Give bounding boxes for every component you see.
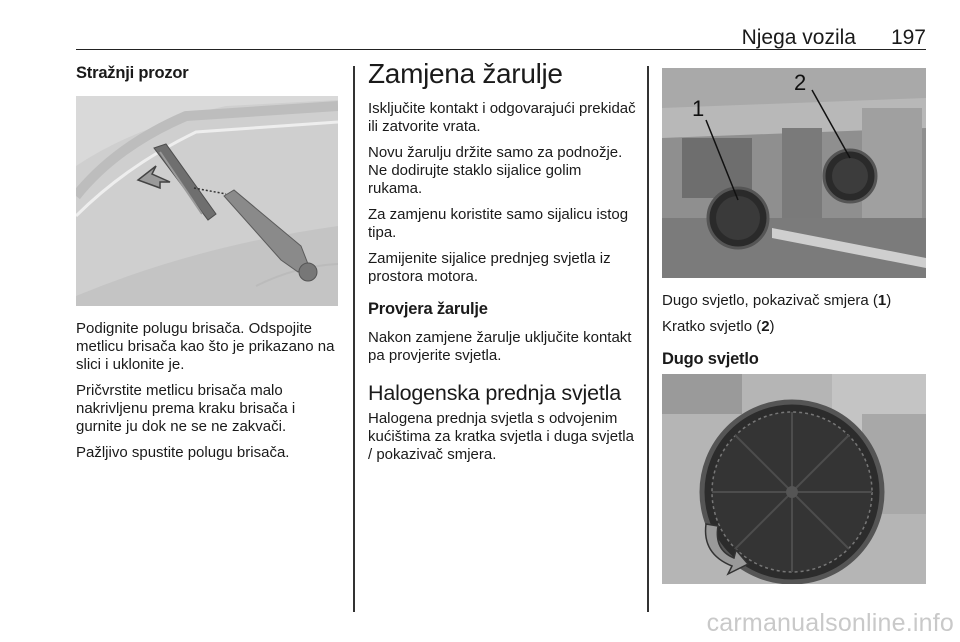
caption-low-beam: Kratko svjetlo (2) — [662, 318, 775, 335]
paragraph: Isključite kontakt i odgovarajući prekidač ili zatvorite vrata. — [368, 100, 636, 135]
section-title: Njega vozila — [741, 26, 856, 49]
bulb-replacement-heading: Zamjena žarulje — [368, 58, 563, 89]
high-beam-heading: Dugo svjetlo — [662, 350, 759, 368]
paragraph: Pričvrstite metlicu brisača malo nakrivljenu prema kraku brisača i gurnite ju dok ne se ne zakvači. — [76, 382, 296, 435]
callout-label-2: 2 — [794, 70, 807, 95]
watermark-text: carmanualsonline.info — [706, 609, 954, 637]
page-header — [76, 0, 926, 50]
halogen-headlights-heading: Halogenska prednja svjetla — [368, 381, 621, 405]
paragraph: Zamijenite sijalice prednjeg svjetla iz prostora motora. — [368, 250, 611, 285]
rear-window-text — [76, 320, 340, 462]
paragraph: Nakon zamjene žarulje uključite kontakt pa provjerite svjetla. — [368, 329, 632, 364]
column-divider-left — [353, 66, 355, 612]
column-rear-window — [76, 64, 340, 83]
rear-window-heading: Stražnji prozor — [76, 64, 189, 82]
headlight-captions — [662, 292, 926, 369]
column-divider-right — [647, 66, 649, 612]
bulb-check-heading: Provjera žarulje — [368, 300, 488, 318]
paragraph: Halogena prednja svjetla s odvojenim kućištima za kratka svjetla i duga svjetla / pokazivač smjera. — [368, 410, 634, 463]
paragraph: Podignite polugu brisača. Odspojite metlicu brisača kao što je prikazano na slici i uklonite je. — [76, 320, 335, 373]
headlight-housing-photo — [662, 68, 926, 278]
wiper-illustration — [76, 96, 338, 306]
column-bulb-replacement — [368, 58, 638, 464]
callout-label-1: 1 — [692, 96, 705, 121]
paragraph: Novu žarulju držite samo za podnožje. Ne dodirujte staklo sijalice golim rukama. — [368, 144, 623, 197]
high-beam-cover-photo — [662, 374, 926, 584]
caption-high-beam: Dugo svjetlo, pokazivač smjera (1) — [662, 292, 892, 309]
paragraph: Pažljivo spustite polugu brisača. — [76, 444, 290, 461]
paragraph: Za zamjenu koristite samo sijalicu istog tipa. — [368, 206, 629, 241]
page-number: 197 — [890, 26, 926, 49]
